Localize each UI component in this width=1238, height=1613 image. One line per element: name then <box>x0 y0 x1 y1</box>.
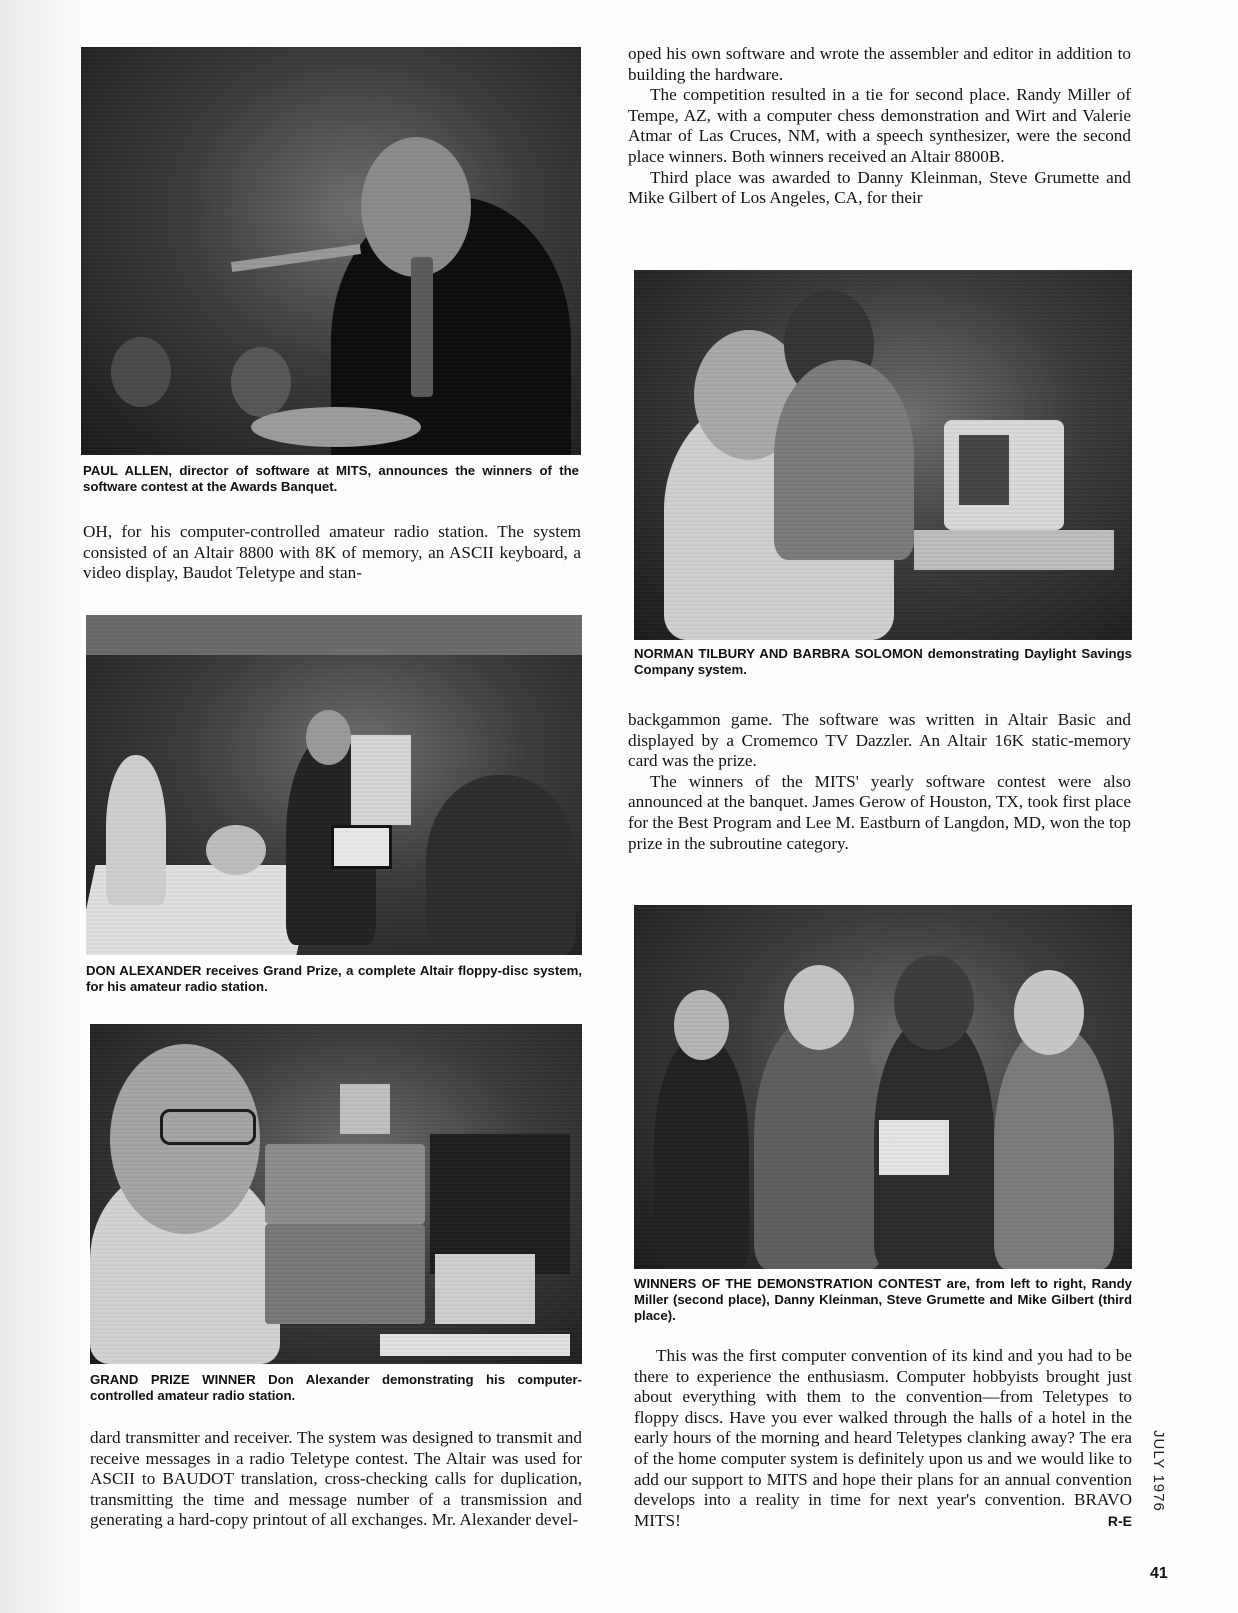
caption-text: are, from left to right, Randy Miller (second place), Danny Kleinman, Steve Grumette and Mike Gilbert (third place). <box>634 1276 1132 1323</box>
photo-grand-prize-station <box>90 1024 582 1364</box>
paragraph: This was the first computer convention of its kind and you had to be there to experience the enthusiasm. Computer hobbyists brought just about everything with them to the convention—from Teletypes to floppy discs. Have you ever walked through the halls of a hotel in the early hours of the morning and heard Teletypes clanking away? The era of the home computer system is definitely upon us and we would like to add our support to MITS and hope their plans for an annual convention develops into a reality in time for next year's convention. BRAVO MITS! <box>634 1346 1132 1530</box>
running-head: JULY 1976 <box>1150 1430 1167 1512</box>
caption-text: demonstrating Daylight Savings Company system. <box>634 646 1132 677</box>
paragraph: The competition resulted in a tie for second place. Randy Miller of Tempe, AZ, with a computer chess demonstration and Wirt and Valerie Atmar of Las Cruces, NM, with a speech synthesizer, were the second place winners. Both winners received an Altair 8800B. <box>628 85 1131 166</box>
article-text-right-middle <box>628 710 1131 854</box>
article-text-right-bottom <box>634 1346 1132 1532</box>
caption-paul-allen <box>83 463 579 495</box>
paragraph: The winners of the MITS' yearly software contest were also announced at the banquet. James Gerow of Houston, TX, took first place for the Best Program and Lee M. Eastburn of Langdon, MD, won the top prize in the subroutine category. <box>628 771 1131 853</box>
caption-demonstration-winners <box>634 1276 1132 1324</box>
paragraph: dard transmitter and receiver. The system was designed to transmit and receive messages in a radio Teletype contest. The Altair was used for ASCII to BAUDOT translation, cross-checking calls for duplication, transmitting the time and message number of a transmission and generating a hard-copy printout of all exchanges. Mr. Alexander devel- <box>90 1428 582 1530</box>
photo-grand-prize-award <box>86 615 582 955</box>
photo-demonstration-winners <box>634 905 1132 1269</box>
caption-text: director of software at MITS, announces the winners of the software contest at the Awards Banquet. <box>83 463 579 494</box>
caption-lead: PAUL ALLEN, <box>83 463 173 478</box>
article-text-left-bottom <box>90 1428 582 1531</box>
paragraph: OH, for his computer-controlled amateur radio station. The system consisted of an Altair 8800 with 8K of memory, an ASCII keyboard, a video display, Baudot Teletype and stan- <box>83 522 581 583</box>
caption-lead: GRAND PRIZE WINNER <box>90 1372 256 1387</box>
paragraph: backgammon game. The software was written in Altair Basic and displayed by a Cromemco TV Dazzler. An Altair 16K static-memory card was the prize. <box>628 710 1131 771</box>
caption-grand-prize-award <box>86 963 582 995</box>
caption-text: receives Grand Prize, a complete Altair floppy-disc system, for his amateur radio station. <box>86 963 583 994</box>
caption-lead: NORMAN TILBURY AND BARBRA SOLOMON <box>634 646 923 661</box>
caption-lead: DON ALEXANDER <box>86 963 202 978</box>
article-text-left-middle <box>83 522 581 584</box>
caption-grand-prize-station <box>90 1372 582 1404</box>
photo-tilbury-solomon <box>634 270 1132 640</box>
caption-tilbury-solomon <box>634 646 1132 678</box>
binding-margin <box>0 0 80 1613</box>
article-text-top-right <box>628 44 1131 209</box>
paragraph: oped his own software and wrote the assembler and editor in addition to building the hardware. <box>628 44 1131 84</box>
page-number: 41 <box>1150 1565 1168 1582</box>
photo-paul-allen <box>81 47 581 455</box>
paragraph: Third place was awarded to Danny Kleinman, Steve Grumette and Mike Gilbert of Los Angeles, CA, for their <box>628 167 1131 208</box>
signoff: R-E <box>1107 1513 1132 1530</box>
caption-text: Don Alexander demonstrating his computer-controlled amateur radio station. <box>90 1372 582 1403</box>
caption-lead: WINNERS OF THE DEMONSTRATION CONTEST <box>634 1276 942 1291</box>
